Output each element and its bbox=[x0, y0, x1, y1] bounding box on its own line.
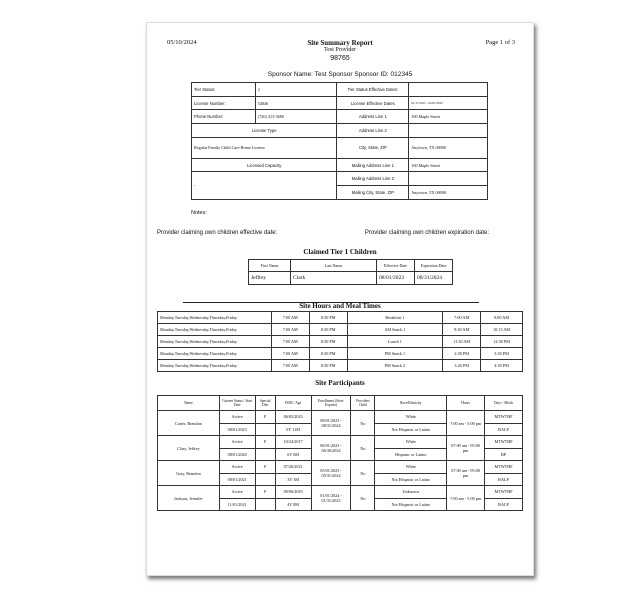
mail2-label: Mailing Address Line 2 bbox=[337, 172, 409, 186]
phone-value: (720) 413-3680 bbox=[255, 110, 337, 124]
tier-effective-value bbox=[409, 83, 488, 97]
tier-status-value: 2 bbox=[255, 83, 337, 97]
meal-start-cell: 2:30 PM bbox=[443, 348, 481, 360]
column-header: Hours bbox=[447, 396, 485, 411]
age-cell: 4Y 8M bbox=[275, 498, 311, 511]
diet-cell: F bbox=[255, 411, 275, 424]
status-cell: Active bbox=[219, 436, 255, 449]
table-row bbox=[192, 172, 488, 186]
meal-start-cell: 9:30 AM bbox=[443, 324, 481, 336]
meal-cell: PM Snack 1 bbox=[347, 348, 443, 360]
mail-city-label: Mailing City, State, ZIP bbox=[337, 186, 409, 200]
open-cell: 7:00 AM bbox=[271, 348, 309, 360]
meals-cell: BALP bbox=[485, 498, 523, 511]
status-cell: Active bbox=[219, 411, 255, 424]
table-row bbox=[158, 312, 523, 324]
enrollment-cell: 01/01/2024 - 01/31/2025 bbox=[311, 486, 351, 511]
mail2-value bbox=[409, 172, 488, 186]
enrollment-cell: 05/01/2023 - 05/31/2024 bbox=[311, 461, 351, 486]
age-cell: 0Y 11M bbox=[275, 423, 311, 436]
meal-end-cell: 4:30 PM bbox=[481, 360, 523, 372]
meal-start-cell: 7:00 AM bbox=[443, 312, 481, 324]
dob-cell: 06/02/2023 bbox=[275, 411, 311, 424]
providers-child-cell: No bbox=[351, 436, 375, 461]
open-cell: 7:00 AM bbox=[271, 336, 309, 348]
race-cell: White bbox=[375, 411, 447, 424]
site-hours-table bbox=[157, 311, 523, 372]
mail1-label: Mailing Address Line 1 bbox=[337, 158, 409, 172]
diet-blank-cell bbox=[255, 423, 275, 436]
age-cell: 6Y 6M bbox=[275, 448, 311, 461]
start-date-cell: 08/01/2020 bbox=[219, 448, 255, 461]
site-info-table bbox=[191, 82, 488, 200]
race-cell: Unknown bbox=[375, 486, 447, 499]
effective-date-cell: 08/01/2023 bbox=[377, 272, 415, 285]
meal-end-cell: 9:00 AM bbox=[481, 312, 523, 324]
close-cell: 8:30 PM bbox=[309, 348, 347, 360]
dob-cell: 07/26/2021 bbox=[275, 461, 311, 474]
column-header: Providers Child bbox=[351, 396, 375, 411]
days-cell: Monday,Tuesday,Wednesday,Thursday,Friday bbox=[158, 336, 272, 348]
diet-cell: F bbox=[255, 436, 275, 449]
open-cell: 7:00 AM bbox=[271, 312, 309, 324]
report-title: Site Summary Report bbox=[307, 39, 373, 47]
column-header: Enrollment (Start-Expires) bbox=[311, 396, 351, 411]
capacity-label: Licensed Capacity bbox=[192, 158, 337, 172]
open-cell: 7:00 AM bbox=[271, 324, 309, 336]
enrollment-cell: 06/01/2023 - 06/30/2024 bbox=[311, 436, 351, 461]
close-cell: 8:30 PM bbox=[309, 324, 347, 336]
ethnicity-cell: Not Hispanic or Latino bbox=[375, 473, 447, 486]
tier1-table bbox=[248, 259, 453, 285]
mail-city-value: Anytown, TX 00000 bbox=[409, 186, 488, 200]
hours-title: Site Hours and Meal Times bbox=[299, 302, 381, 310]
license-number-value: 54846 bbox=[255, 96, 337, 110]
race-cell: White bbox=[375, 461, 447, 474]
name-cell: Carter, Brandon bbox=[158, 411, 220, 436]
license-effective-value: 01/17/2015 - 02/01/2025 bbox=[409, 96, 488, 110]
days-cell: MTWTHF bbox=[485, 486, 523, 499]
start-date-cell: 08/01/2021 bbox=[219, 473, 255, 486]
hours-cell: 07:00 am - 05:00 pm bbox=[447, 461, 485, 486]
diet-blank-cell bbox=[255, 473, 275, 486]
first-name-cell: Jeffrey bbox=[249, 272, 291, 285]
days-cell: MTWTHF bbox=[485, 411, 523, 424]
last-name-cell: Clark bbox=[291, 272, 377, 285]
meal-cell: AM Snack 1 bbox=[347, 324, 443, 336]
phone-label: Phone Number: bbox=[192, 110, 256, 124]
mail1-value: 100 Maple Street bbox=[409, 158, 488, 172]
report-date: 05/10/2024 bbox=[167, 39, 197, 46]
hours-cell: 07:00 am - 05:00 pm bbox=[447, 436, 485, 461]
column-header: Name bbox=[158, 396, 220, 411]
city-label: City, State, ZIP bbox=[337, 137, 409, 158]
address2-label: Address Line 2 bbox=[337, 124, 409, 138]
license-type-label: License Type bbox=[192, 124, 337, 138]
table-row bbox=[158, 360, 523, 372]
providers-child-cell: No bbox=[351, 461, 375, 486]
tier1-title: Claimed Tier 1 Children bbox=[303, 248, 377, 256]
days-cell: Monday,Tuesday,Wednesday,Thursday,Friday bbox=[158, 348, 272, 360]
table-row bbox=[158, 324, 523, 336]
open-cell: 7:00 AM bbox=[271, 360, 309, 372]
meals-cell: BALP bbox=[485, 473, 523, 486]
days-cell: Monday,Tuesday,Wednesday,Thursday,Friday bbox=[158, 324, 272, 336]
meal-start-cell: 11:30 AM bbox=[443, 336, 481, 348]
column-header: Race/Ethnicity bbox=[375, 396, 447, 411]
days-cell: Monday,Tuesday,Wednesday,Thursday,Friday bbox=[158, 360, 272, 372]
race-cell: White bbox=[375, 436, 447, 449]
table-row bbox=[158, 436, 523, 449]
close-cell: 8:30 PM bbox=[309, 312, 347, 324]
meal-cell: Lunch 1 bbox=[347, 336, 443, 348]
diet-cell: F bbox=[255, 461, 275, 474]
meal-start-cell: 3:45 PM bbox=[443, 360, 481, 372]
start-date-cell: 08/01/2023 bbox=[219, 423, 255, 436]
page-number: Page 1 of 3 bbox=[485, 39, 515, 46]
table-row bbox=[192, 110, 488, 124]
report-page bbox=[146, 22, 534, 576]
notes-label: Notes: bbox=[191, 210, 207, 216]
meals-cell: BALP bbox=[485, 423, 523, 436]
column-header: Expiration Date bbox=[415, 260, 453, 272]
age-cell: 3Y 3M bbox=[275, 473, 311, 486]
table-row bbox=[158, 348, 523, 360]
name-cell: Gray, Brandon bbox=[158, 461, 220, 486]
column-header: Days / Meals bbox=[485, 396, 523, 411]
ethnicity-cell: Not Hispanic or Latino bbox=[375, 498, 447, 511]
column-header: First Name bbox=[249, 260, 291, 272]
days-cell: MTWTHF bbox=[485, 436, 523, 449]
column-header: Effective Date bbox=[377, 260, 415, 272]
ethnicity-cell: Not Hispanic or Latino bbox=[375, 423, 447, 436]
name-cell: Jackson, Jennifer bbox=[158, 486, 220, 511]
table-row bbox=[192, 137, 488, 158]
meal-end-cell: 10:15 AM bbox=[481, 324, 523, 336]
days-cell: MTWTHF bbox=[485, 461, 523, 474]
column-header: Special Diet bbox=[255, 396, 275, 411]
license-type-value: Regular Family Child Care Home License bbox=[192, 137, 337, 158]
participants-table bbox=[157, 395, 523, 511]
table-row bbox=[192, 158, 488, 172]
close-cell: 8:30 PM bbox=[309, 360, 347, 372]
diet-blank-cell bbox=[255, 498, 275, 511]
providers-child-cell: No bbox=[351, 411, 375, 436]
table-row bbox=[192, 96, 488, 110]
meal-end-cell: 12:30 PM bbox=[481, 336, 523, 348]
table-row bbox=[158, 336, 523, 348]
table-row bbox=[249, 272, 453, 285]
capacity-value: - bbox=[192, 172, 337, 199]
own-children-effective: Provider claiming own children effective date: bbox=[157, 230, 278, 236]
table-header-row bbox=[249, 260, 453, 272]
status-cell: Active bbox=[219, 486, 255, 499]
sponsor-line: Sponsor Name: Test Sponsor Sponsor ID: 012345 bbox=[267, 71, 413, 78]
meal-cell: Breakfast 1 bbox=[347, 312, 443, 324]
own-children-expiration: Provider claiming own children expiration date: bbox=[364, 230, 489, 236]
license-effective-label: License Effective Dates bbox=[337, 96, 409, 110]
meal-cell: PM Snack 2 bbox=[347, 360, 443, 372]
tier-status-label: Tier Status: bbox=[192, 83, 256, 97]
column-header: DOB / Age bbox=[275, 396, 311, 411]
address1-value: 100 Maple Street bbox=[409, 110, 488, 124]
start-date-cell: 11/01/2021 bbox=[219, 498, 255, 511]
column-header: Last Name bbox=[291, 260, 377, 272]
participants-title: Site Participants bbox=[315, 379, 365, 387]
license-number-label: License Number: bbox=[192, 96, 256, 110]
diet-cell: F bbox=[255, 486, 275, 499]
expiration-date-cell: 08/31/2024 bbox=[415, 272, 453, 285]
address2-value bbox=[409, 124, 488, 138]
providers-child-cell: No bbox=[351, 486, 375, 511]
table-row bbox=[158, 461, 523, 474]
table-row bbox=[192, 124, 488, 138]
meal-end-cell: 3:30 PM bbox=[481, 348, 523, 360]
days-cell: Monday,Tuesday,Wednesday,Thursday,Friday bbox=[158, 312, 272, 324]
name-cell: Clary, Jeffrey bbox=[158, 436, 220, 461]
enrollment-cell: 08/01/2023 - 08/31/2024 bbox=[311, 411, 351, 436]
table-row bbox=[158, 486, 523, 499]
dob-cell: 09/06/2019 bbox=[275, 486, 311, 499]
provider-id: 98765 bbox=[330, 55, 350, 62]
city-value: Anytown, TX 00000 bbox=[409, 137, 488, 158]
diet-blank-cell bbox=[255, 448, 275, 461]
table-row bbox=[192, 83, 488, 97]
ethnicity-cell: Hispanic or Latino bbox=[375, 448, 447, 461]
hours-cell: 7:00 am - 5:00 pm bbox=[447, 486, 485, 511]
table-header-row bbox=[158, 396, 523, 411]
column-header: Current Status / Start Date bbox=[219, 396, 255, 411]
status-cell: Active bbox=[219, 461, 255, 474]
dob-cell: 10/24/2017 bbox=[275, 436, 311, 449]
tier-effective-label: Tier Status Effective Dates: bbox=[337, 83, 409, 97]
hours-cell: 7:00 am - 5:00 pm bbox=[447, 411, 485, 436]
provider-name: Test Provider bbox=[323, 47, 357, 53]
meals-cell: BP bbox=[485, 448, 523, 461]
table-row bbox=[158, 411, 523, 424]
close-cell: 8:30 PM bbox=[309, 336, 347, 348]
address1-label: Address Line 1 bbox=[337, 110, 409, 124]
